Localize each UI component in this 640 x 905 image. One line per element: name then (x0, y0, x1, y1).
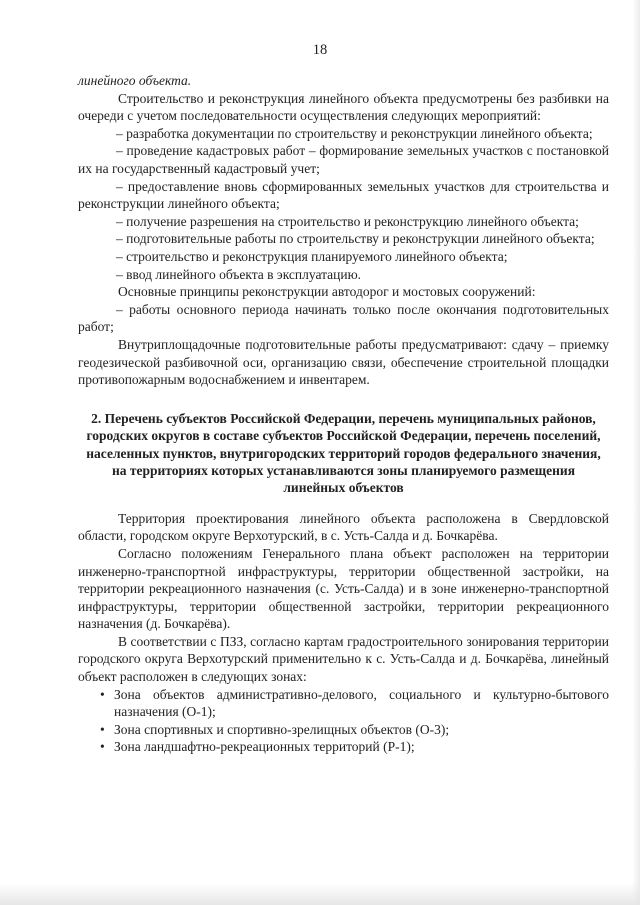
paragraph-site-works: Внутриплощадочные подготовительные работы предусматривают: сдачу – приемку геодезической разбивочной оси, организацию связи, обеспечение строительной площадки противопожарным водоснабжением и инвентарем. (78, 336, 609, 388)
list-item-main-period: – работы основного периода начинать только после окончания подготовительных работ; (78, 301, 609, 335)
list-item-commissioning: – ввод линейного объекта в эксплуатацию. (116, 266, 362, 282)
zone-label: Зона объектов административно-делового, социального и культурно-бытового назначения (О-1); (114, 686, 609, 720)
bullet-icon: • (100, 721, 105, 737)
paragraph-territory-location: Территория проектирования линейного объекта расположена в Свердловской области, городском округе Верхотурский, в с. Усть-Салда и д. Бочкарёва. (78, 510, 609, 544)
section-heading: 2. Перечень субъектов Российской Федерации, перечень муниципальных районов, городских округов в составе субъектов Российской Федерации, перечень поселений, населенных пунктов, внутригородских территорий городов федерального значения, на территориях которых устанавливаются зоны планируемого размещения линейных объектов (86, 410, 601, 496)
bullet-icon: • (100, 686, 105, 702)
zones-list (78, 686, 609, 756)
zone-label: Зона ландшафтно-рекреационных территорий (Р-1); (114, 739, 415, 755)
scan-bottom-shading (0, 883, 640, 905)
zone-list-item (78, 738, 609, 756)
paragraph-general-plan: Согласно положениям Генерального плана объект расположен на территории инженерно-транспортной инфраструктуры, территории общественной застройки, на территории рекреационного назначения (с. Усть-Салда) и в зоне инженерно-транспортной инфраструктуры, территории общественной застройки, территории рекреационного назначения (д. Бочкарёва). (78, 545, 609, 632)
paragraph-principles: Основные принципы реконструкции автодорог и мостовых сооружений: (118, 284, 536, 300)
document-body (78, 72, 609, 756)
zone-list-item (78, 686, 609, 721)
page-number: 18 (312, 42, 328, 58)
list-item-preparatory-works: – подготовительные работы по строительству и реконструкции линейного объекта; (116, 231, 595, 247)
list-item-construction: – строительство и реконструкция планируемого линейного объекта; (116, 248, 508, 264)
paragraph-zoning-rules: В соответствии с ПЗЗ, согласно картам градостроительного зонирования территории городского округа Верхотурский применительно к с. Усть-Салда и д. Бочкарёва, линейный объект расположен в следующих зонах: (78, 633, 609, 685)
continuation-line: линейного объекта. (78, 73, 192, 88)
bullet-icon: • (100, 739, 105, 755)
list-item-cadastral-works: – проведение кадастровых работ – формирование земельных участков с постановкой их на государственный кадастровый учет; (78, 143, 609, 176)
paragraph-construction-intro: Строительство и реконструкция линейного объекта предусмотрены без разбивки на очереди с учетом последовательности осуществления следующих мероприятий: (78, 90, 609, 124)
list-item-construction-permit: – получение разрешения на строительство и реконструкцию линейного объекта; (116, 213, 579, 229)
list-item-documentation: – разработка документации по строительству и реконструкции линейного объекта; (116, 125, 593, 141)
zone-label: Зона спортивных и спортивно-зрелищных объектов (О-3); (114, 721, 450, 737)
list-item-land-provision: – предоставление вновь сформированных земельных участков для строительства и реконструкции линейного объекта; (78, 178, 609, 212)
scan-edge-shading (632, 0, 640, 905)
zone-list-item (78, 721, 609, 739)
